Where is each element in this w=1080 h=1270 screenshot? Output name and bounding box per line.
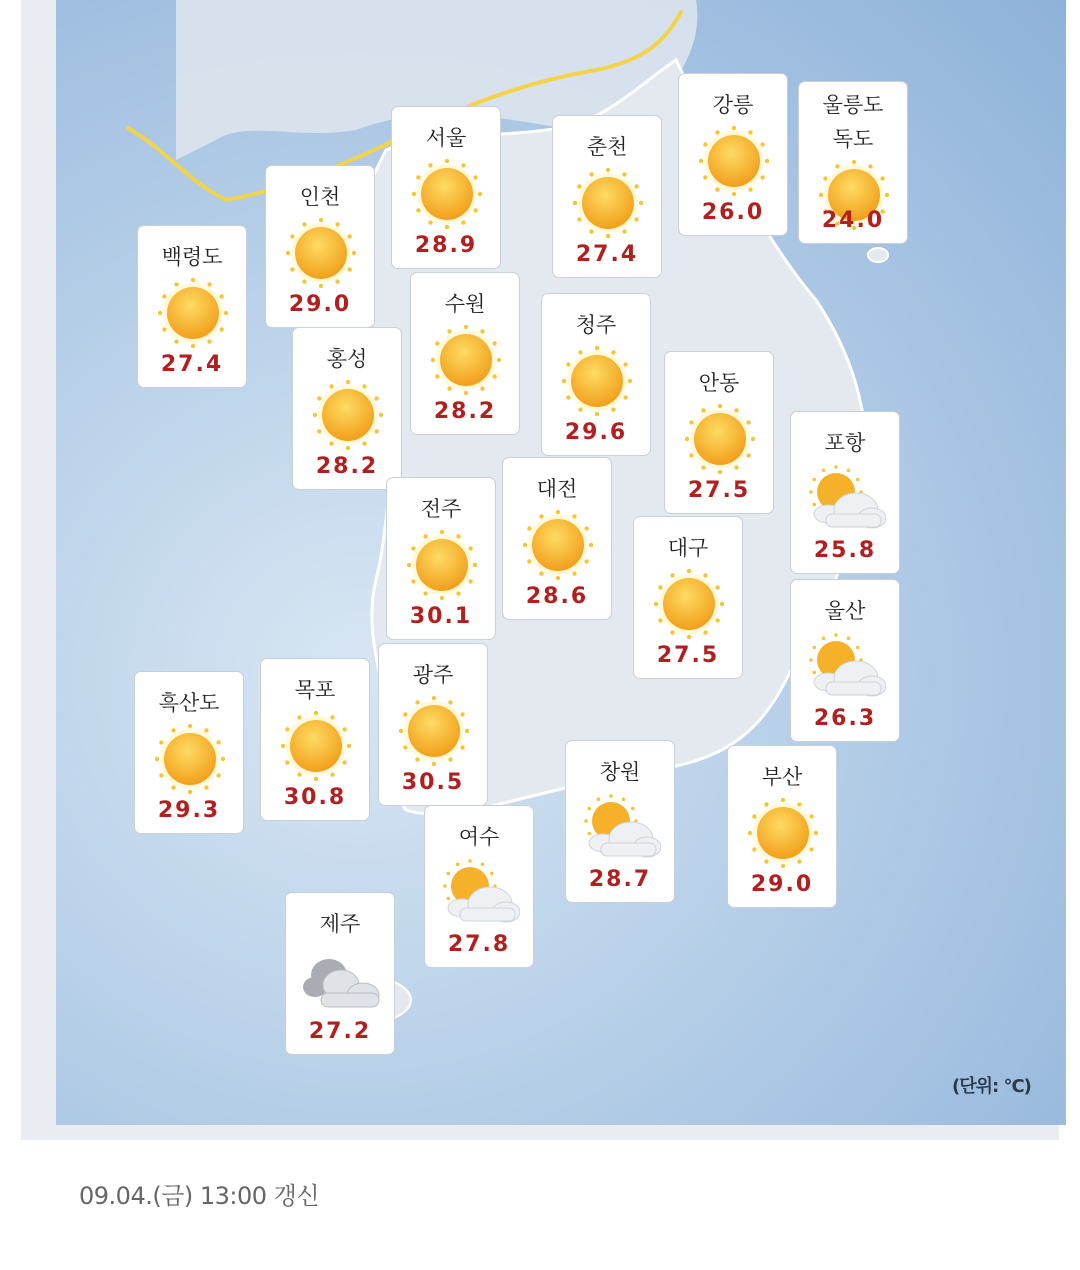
partly-cloudy-icon	[806, 464, 876, 534]
station-temperature: 27.5	[656, 643, 720, 668]
station-temperature: 29.6	[564, 420, 628, 445]
station-name: 전주	[420, 497, 462, 521]
station-card	[541, 293, 651, 456]
station-card	[424, 805, 534, 968]
partly-cloudy-icon	[806, 632, 876, 702]
station-name: 인천	[299, 185, 341, 209]
partly-cloudy-icon	[440, 858, 510, 928]
cloudy-icon	[301, 945, 371, 1015]
station-name: 여수	[458, 825, 500, 849]
sunny-icon	[562, 346, 632, 416]
update-timestamp: 09.04.(금) 13:00 갱신	[79, 1182, 320, 1210]
station-name: 홍성	[326, 347, 368, 371]
station-name: 울산	[824, 599, 866, 623]
station-name: 목포	[294, 678, 336, 702]
station-name: 광주	[412, 663, 454, 687]
station-temperature: 27.4	[575, 242, 639, 267]
station-name: 제주	[319, 912, 361, 936]
station-name: 흑산도	[158, 691, 220, 715]
unit-label: (단위: °C)	[952, 1076, 1031, 1097]
sunny-icon	[407, 530, 477, 600]
station-name: 창원	[599, 760, 641, 784]
station-name: 서울	[425, 126, 467, 150]
sunny-icon	[523, 510, 593, 580]
station-temperature: 28.9	[414, 233, 478, 258]
station-name: 청주	[575, 313, 617, 337]
station-name: 울릉도 독도	[822, 93, 884, 151]
station-card	[664, 351, 774, 514]
sunny-icon	[281, 711, 351, 781]
partly-cloudy-icon	[581, 793, 651, 863]
sunny-icon	[685, 404, 755, 474]
station-card	[285, 892, 395, 1055]
sunny-icon	[412, 159, 482, 229]
station-temperature: 26.3	[813, 706, 877, 731]
station-temperature: 28.2	[433, 399, 497, 424]
sunny-icon	[654, 569, 724, 639]
station-card	[678, 73, 788, 236]
station-card	[633, 516, 743, 679]
sunny-icon	[699, 126, 769, 196]
station-card	[790, 411, 900, 574]
station-card	[391, 106, 501, 269]
sunny-icon	[286, 218, 356, 288]
station-temperature: 28.2	[315, 454, 379, 479]
station-card	[798, 81, 908, 244]
sunny-icon	[313, 380, 383, 450]
sunny-icon	[431, 325, 501, 395]
station-card	[134, 671, 244, 834]
station-card	[727, 745, 837, 908]
sunny-icon	[399, 696, 469, 766]
station-temperature: 27.4	[160, 352, 224, 377]
station-temperature: 29.0	[288, 292, 352, 317]
station-card	[260, 658, 370, 821]
station-card	[386, 477, 496, 640]
station-temperature: 29.0	[750, 872, 814, 897]
station-name: 강릉	[712, 93, 754, 117]
station-temperature: 30.5	[401, 770, 465, 795]
station-card	[552, 115, 662, 278]
station-name: 백령도	[161, 245, 223, 269]
station-card	[265, 165, 375, 328]
station-card	[292, 327, 402, 490]
sunny-icon	[748, 798, 818, 868]
station-name: 춘천	[586, 135, 628, 159]
station-name: 안동	[698, 371, 740, 395]
station-card	[502, 457, 612, 620]
station-temperature: 29.3	[157, 798, 221, 823]
station-temperature: 24.0	[821, 208, 885, 233]
station-name: 대전	[536, 477, 578, 501]
station-card	[378, 643, 488, 806]
station-card	[565, 740, 675, 903]
station-temperature: 27.2	[308, 1019, 372, 1044]
station-name: 포항	[824, 431, 866, 455]
sunny-icon	[158, 278, 228, 348]
station-name: 대구	[667, 536, 709, 560]
station-temperature: 30.8	[283, 785, 347, 810]
station-card	[790, 579, 900, 742]
station-name: 부산	[761, 765, 803, 789]
station-card	[137, 225, 247, 388]
station-temperature: 28.6	[525, 584, 589, 609]
sunny-icon	[573, 168, 643, 238]
station-temperature: 27.8	[447, 932, 511, 957]
station-temperature: 28.7	[588, 867, 652, 892]
station-name: 수원	[444, 292, 486, 316]
station-temperature: 30.1	[409, 604, 473, 629]
station-temperature: 25.8	[813, 538, 877, 563]
station-temperature: 27.5	[687, 478, 751, 503]
station-temperature: 26.0	[701, 200, 765, 225]
station-card	[410, 272, 520, 435]
sunny-icon	[155, 724, 225, 794]
